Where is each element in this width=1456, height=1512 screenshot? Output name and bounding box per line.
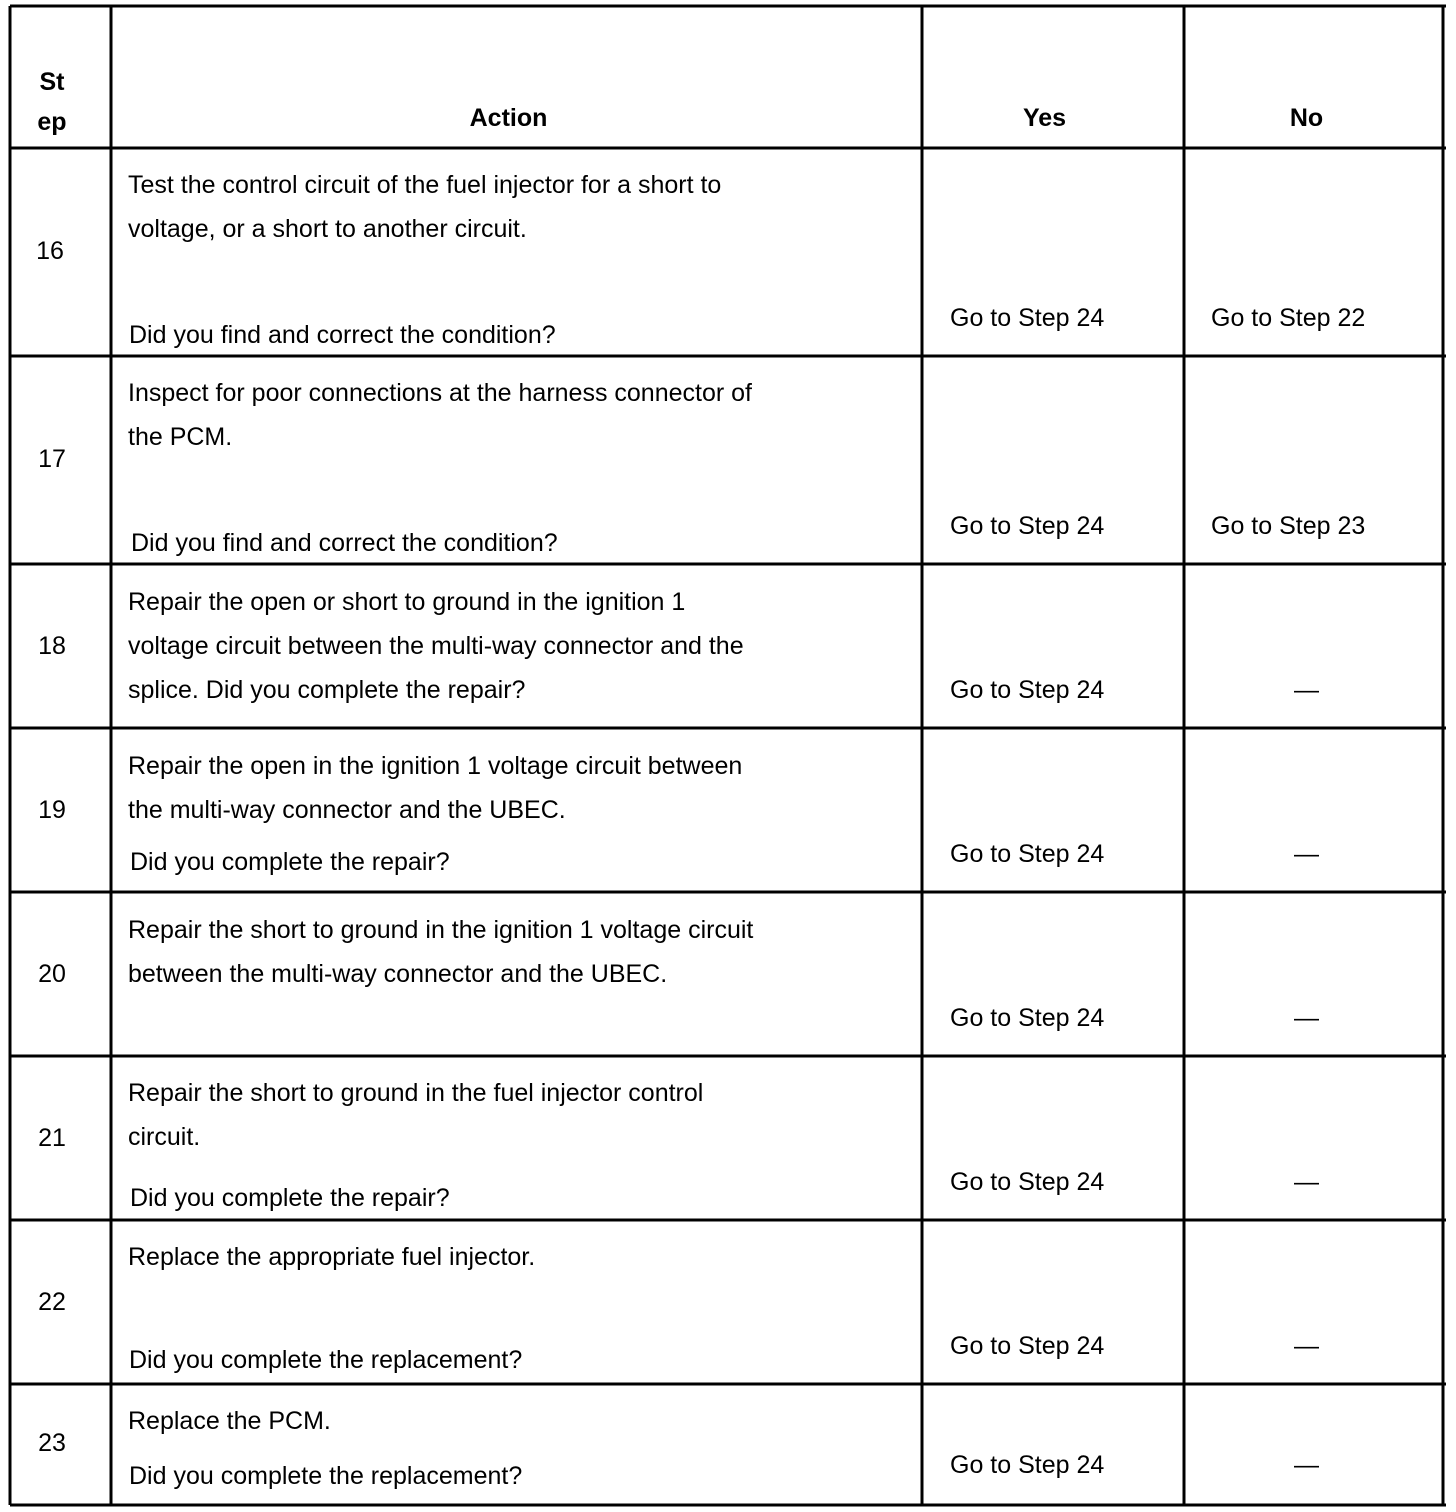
- no-result: Go to Step 22: [1211, 304, 1366, 332]
- step-number: 21: [38, 1124, 66, 1152]
- no-result: Go to Step 23: [1211, 512, 1366, 540]
- action-line: Replace the PCM.: [128, 1407, 331, 1435]
- action-line: between the multi-way connector and the UBEC.: [128, 960, 668, 988]
- no-result: —: [1294, 1004, 1319, 1032]
- action-question: Did you complete the repair?: [130, 1184, 450, 1212]
- yes-result: Go to Step 24: [950, 676, 1105, 704]
- action-line: the PCM.: [128, 423, 233, 451]
- action-line: Repair the short to ground in the ignition 1 voltage circuit: [128, 916, 754, 944]
- yes-result: Go to Step 24: [950, 512, 1105, 540]
- header-step-line1: St: [39, 68, 65, 96]
- step-number: 20: [38, 960, 66, 988]
- yes-result: Go to Step 24: [950, 1168, 1105, 1196]
- action-question: Did you complete the repair?: [130, 848, 450, 876]
- no-result: —: [1294, 1168, 1319, 1196]
- action-line: Repair the open in the ignition 1 voltage circuit between: [128, 752, 743, 780]
- action-line: Repair the open or short to ground in the ignition 1: [128, 588, 686, 616]
- action-question: Did you complete the replacement?: [129, 1346, 523, 1374]
- yes-result: Go to Step 24: [950, 304, 1105, 332]
- yes-result: Go to Step 24: [950, 1004, 1105, 1032]
- action-question: Did you find and correct the condition?: [131, 529, 558, 557]
- action-line: voltage, or a short to another circuit.: [128, 215, 527, 243]
- yes-result: Go to Step 24: [950, 1451, 1105, 1479]
- action-line: Replace the appropriate fuel injector.: [128, 1243, 536, 1271]
- action-line: voltage circuit between the multi-way connector and the: [128, 632, 744, 660]
- step-number: 22: [38, 1288, 66, 1316]
- step-number: 16: [36, 237, 64, 265]
- header-step-line2: ep: [37, 108, 67, 136]
- step-number: 17: [38, 445, 66, 473]
- no-result: —: [1294, 676, 1319, 704]
- action-line: Repair the short to ground in the fuel injector control: [128, 1079, 704, 1107]
- action-question: Did you complete the replacement?: [129, 1462, 523, 1490]
- step-number: 23: [38, 1429, 66, 1457]
- no-result: —: [1294, 840, 1319, 868]
- step-number: 19: [38, 796, 66, 824]
- action-line: splice. Did you complete the repair?: [128, 676, 526, 704]
- header-yes: Yes: [1022, 104, 1067, 132]
- header-step: [12, 62, 92, 142]
- action-question: Did you find and correct the condition?: [129, 321, 556, 349]
- no-result: —: [1294, 1451, 1319, 1479]
- no-result: —: [1294, 1332, 1319, 1360]
- yes-result: Go to Step 24: [950, 840, 1105, 868]
- action-line: the multi-way connector and the UBEC.: [128, 796, 566, 824]
- action-line: circuit.: [128, 1123, 201, 1151]
- header-no: No: [1289, 104, 1324, 132]
- step-number: 18: [38, 632, 66, 660]
- action-line: Inspect for poor connections at the harness connector of: [128, 379, 752, 407]
- action-line: Test the control circuit of the fuel injector for a short to: [128, 171, 722, 199]
- yes-result: Go to Step 24: [950, 1332, 1105, 1360]
- header-action: Action: [469, 104, 548, 132]
